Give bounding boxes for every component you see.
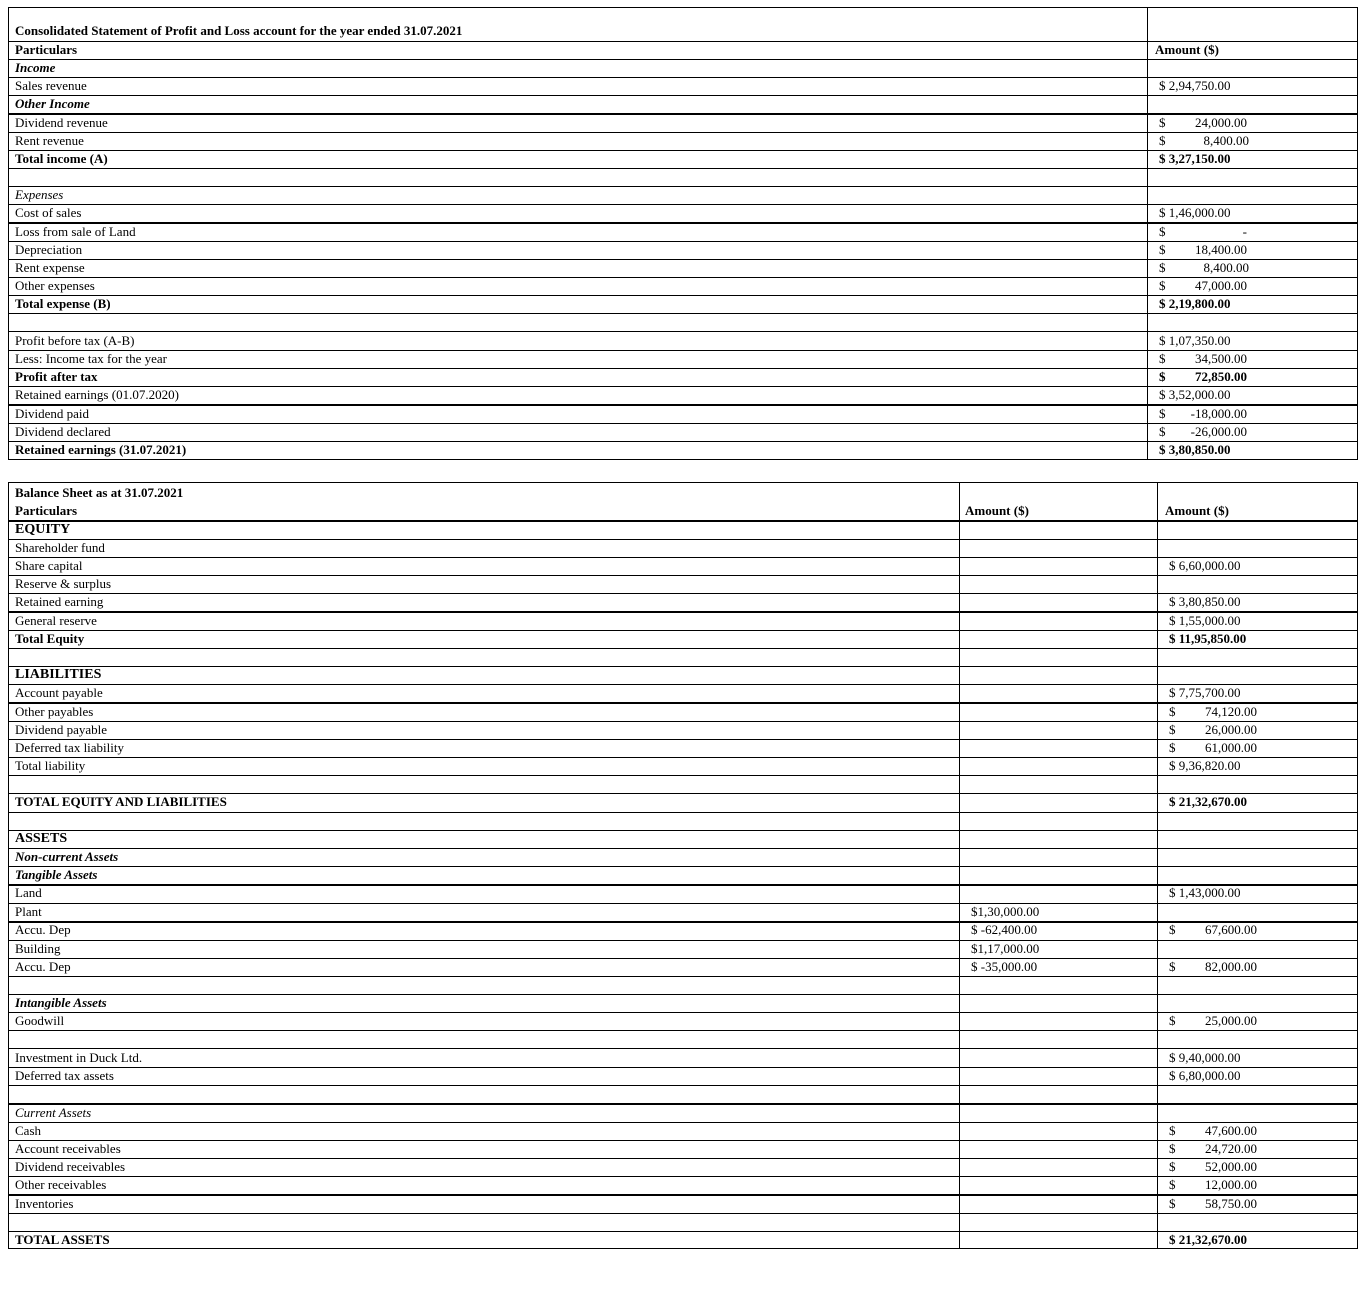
col-particulars: Particulars <box>15 42 78 57</box>
table-row: Retained earning $ 3,80,850.00 <box>15 594 1241 609</box>
table-row: Profit after tax $ 72,850.00 <box>15 369 1247 384</box>
col-amount-1: Amount ($) <box>965 503 1029 518</box>
section-heading: Current Assets <box>15 1105 92 1120</box>
table-row: Dividend receivables $ 52,000.00 <box>15 1159 1257 1174</box>
table-row: Accu. Dep $ -35,000.00 $ 82,000.00 <box>15 959 1257 974</box>
total-row: Total Equity $ 11,95,850.00 <box>15 631 1247 646</box>
table-row: Building $1,17,000.00 <box>15 941 1040 956</box>
row-divider <box>9 168 1357 169</box>
table-row: Investment in Duck Ltd. $ 9,40,000.00 <box>15 1050 1241 1065</box>
table-row: Total liability $ 9,36,820.00 <box>15 758 1241 773</box>
table-row: Plant $1,30,000.00 <box>15 904 1040 919</box>
table-row: Rent revenue $ 8,400.00 <box>15 133 1249 148</box>
row-divider <box>9 648 1357 649</box>
table-row: Other payables $ 74,120.00 <box>15 704 1257 719</box>
table-row: General reserve $ 1,55,000.00 <box>15 613 1241 628</box>
section-heading: Income <box>15 60 56 75</box>
table-row: Dividend payable $ 26,000.00 <box>15 722 1257 737</box>
section-heading: EQUITY <box>15 522 71 537</box>
table-row: Inventories $ 58,750.00 <box>15 1196 1257 1211</box>
table-row: Dividend revenue $ 24,000.00 <box>15 115 1247 130</box>
table-row: Rent expense $ 8,400.00 <box>15 260 1249 275</box>
total-row: Total expense (B) $ 2,19,800.00 <box>15 296 1231 311</box>
table-row: Cash $ 47,600.00 <box>15 1123 1257 1138</box>
table-row: Deferred tax liability $ 61,000.00 <box>15 740 1257 755</box>
table-row: Deferred tax assets $ 6,80,000.00 <box>15 1068 1241 1083</box>
bs-title: Balance Sheet as at 31.07.2021 <box>15 485 184 500</box>
row-divider <box>9 313 1357 314</box>
section-heading: Expenses <box>15 187 64 202</box>
section-heading: LIABILITIES <box>15 667 102 682</box>
table-row: Profit before tax (A-B) $ 1,07,350.00 <box>15 333 1231 348</box>
col-amount: Amount ($) <box>1155 42 1219 57</box>
table-row: Land $ 1,43,000.00 <box>15 885 1241 900</box>
table-row: Sales revenue $ 2,94,750.00 <box>15 78 1231 93</box>
row-divider <box>9 1213 1357 1214</box>
row-divider <box>9 775 1357 776</box>
table-row: Share capital $ 6,60,000.00 <box>15 558 1241 573</box>
row-divider <box>9 976 1357 977</box>
table-row: Cost of sales $ 1,46,000.00 <box>15 205 1231 220</box>
table-row: Dividend declared $ -26,000.00 <box>15 424 1247 439</box>
section-heading: Non-current Assets <box>15 849 119 864</box>
total-row: Total income (A) $ 3,27,150.00 <box>15 151 1231 166</box>
col-particulars: Particulars <box>15 503 78 518</box>
section-heading: Intangible Assets <box>15 995 107 1010</box>
col-amount-2: Amount ($) <box>1165 503 1229 518</box>
pl-title: Consolidated Statement of Profit and Loss account for the year ended 31.07.2021 <box>15 23 463 38</box>
section-heading: Other Income <box>15 96 90 111</box>
row-divider <box>9 1085 1357 1086</box>
section-heading: Tangible Assets <box>15 867 98 882</box>
table-row: Depreciation $ 18,400.00 <box>15 242 1247 257</box>
table-row: Shareholder fund <box>15 540 105 555</box>
total-row: Retained earnings (31.07.2021) $ 3,80,850.00 <box>15 442 1231 457</box>
row-divider <box>9 1030 1357 1031</box>
table-row: Less: Income tax for the year $ 34,500.00 <box>15 351 1247 366</box>
table-row: Account receivables $ 24,720.00 <box>15 1141 1257 1156</box>
pl-header-row <box>9 41 1357 59</box>
table-row: Account payable $ 7,75,700.00 <box>15 685 1241 700</box>
table-row: Goodwill $ 25,000.00 <box>15 1013 1257 1028</box>
row-divider <box>9 812 1357 813</box>
table-row: Retained earnings (01.07.2020) $ 3,52,000.00 <box>15 387 1231 402</box>
balance-sheet-table <box>8 482 1358 1249</box>
table-row: Dividend paid $ -18,000.00 <box>15 406 1247 421</box>
table-row: Loss from sale of Land $ - <box>15 224 1247 239</box>
table-row: Reserve & surplus <box>15 576 112 591</box>
table-row: Accu. Dep $ -62,400.00 $ 67,600.00 <box>15 922 1257 937</box>
grand-total-row: TOTAL EQUITY AND LIABILITIES $ 21,32,670.00 <box>15 794 1247 809</box>
table-row: Other receivables $ 12,000.00 <box>15 1177 1257 1192</box>
grand-total-row: TOTAL ASSETS $ 21,32,670.00 <box>15 1232 1247 1247</box>
table-row: Other expenses $ 47,000.00 <box>15 278 1247 293</box>
profit-loss-table <box>8 7 1358 460</box>
bs-header-row <box>9 502 1357 520</box>
section-heading: ASSETS <box>15 831 68 846</box>
